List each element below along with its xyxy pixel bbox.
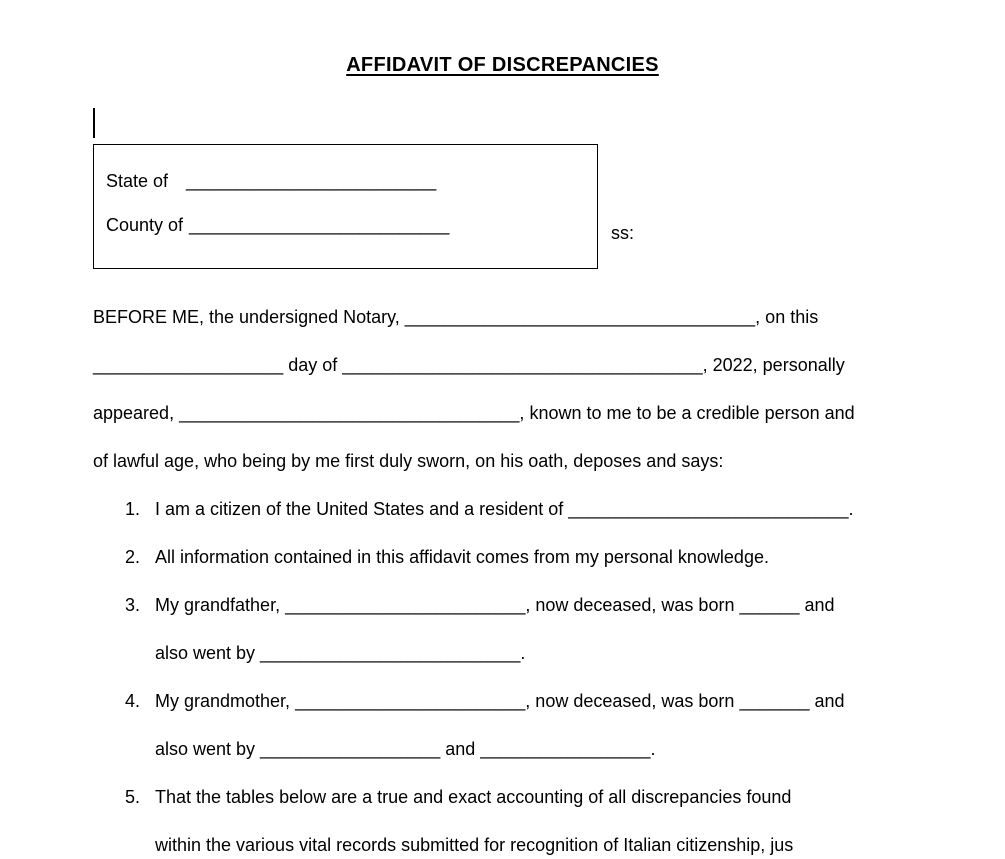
list-item-line: That the tables below are a true and exact accounting of all discrepancies found <box>155 787 792 807</box>
state-line <box>106 159 597 203</box>
county-line <box>106 203 597 247</box>
list-item-line: I am a citizen of the United States and a resident of ____________________________. <box>155 499 854 519</box>
document-title: AFFIDAVIT OF DISCREPANCIES <box>346 54 659 76</box>
list-item-1 <box>93 485 912 533</box>
list-item-4 <box>93 677 912 773</box>
text-cursor <box>93 108 95 138</box>
item-number: 1. <box>125 499 141 519</box>
list-item-line: My grandmother, _______________________, now deceased, was born _______ and <box>155 691 845 711</box>
list-item-line: also went by __________________________. <box>155 643 526 663</box>
item-number: 5. <box>125 787 141 807</box>
list-item-3 <box>93 581 912 677</box>
list-item-line: within the various vital records submitted for recognition of Italian citizenship, jus <box>155 835 794 855</box>
numbered-list <box>93 485 912 859</box>
item-number: 3. <box>125 595 141 615</box>
list-item-line: All information contained in this affidavit comes from my personal knowledge. <box>155 547 769 567</box>
item-number: 2. <box>125 547 141 567</box>
list-item-5 <box>93 773 912 859</box>
state-blank[interactable]: _________________________ <box>186 171 437 191</box>
venue-section <box>93 144 912 269</box>
venue-box <box>93 144 598 269</box>
list-item-line: also went by __________________ and _________________. <box>155 739 656 759</box>
item-number: 4. <box>125 691 141 711</box>
list-item-2 <box>93 533 912 581</box>
paragraph-line: ___________________ day of ____________________________________, 2022, personally <box>93 355 845 375</box>
state-label: State of <box>106 171 169 191</box>
paragraph-line: BEFORE ME, the undersigned Notary, ___________________________________, on this <box>93 307 819 327</box>
caret-row <box>93 108 912 138</box>
paragraph-line: of lawful age, who being by me first duly sworn, on his oath, deposes and says: <box>93 451 724 471</box>
ss-label: ss: <box>611 223 635 243</box>
county-label: County of <box>106 215 184 235</box>
county-blank[interactable]: __________________________ <box>189 215 450 235</box>
opening-paragraph <box>93 293 912 485</box>
paragraph-line: appeared, __________________________________, known to me to be a credible person and <box>93 403 855 423</box>
list-item-line: My grandfather, ________________________, now deceased, was born ______ and <box>155 595 835 615</box>
